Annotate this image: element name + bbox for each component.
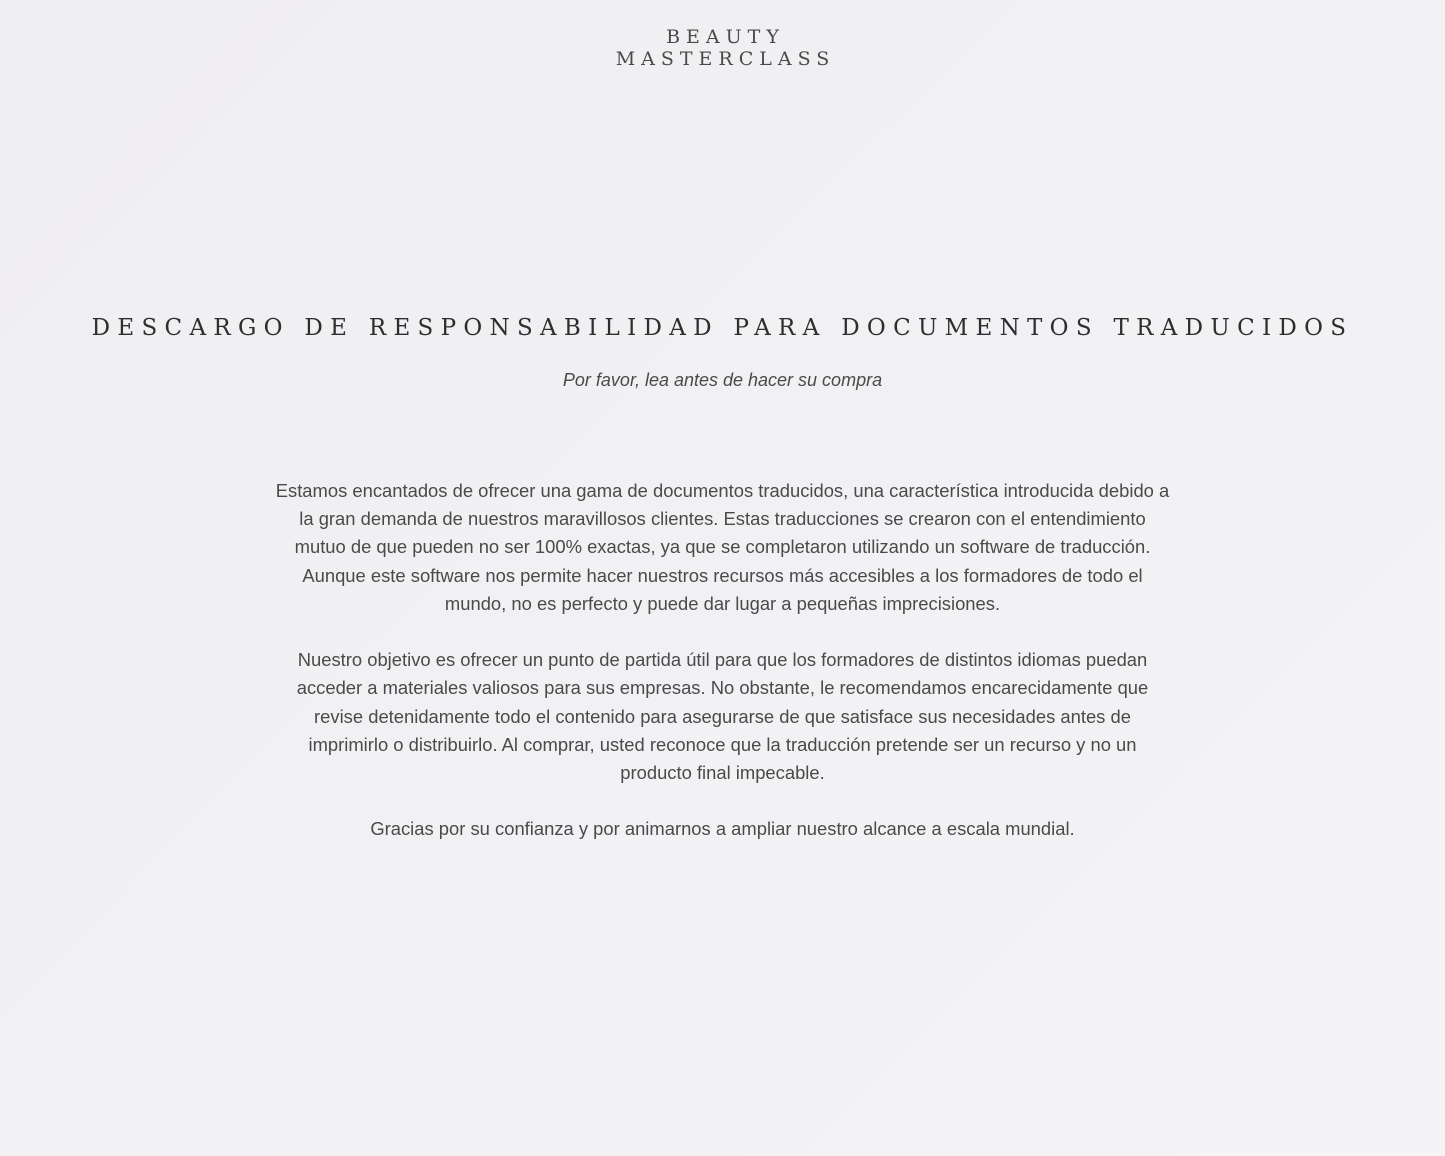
page-subtitle: Por favor, lea antes de hacer su compra <box>562 370 883 390</box>
paragraph-intro: Estamos encantados de ofrecer una gama de documentos traducidos, una característica introducida debido a la gran demanda de nuestros maravillosos clientes. Estas traducciones se crearon con el entendimiento mutuo de que pueden no ser 100% exactas, ya que se completaron utilizando un software de traducción. Aunque este software nos permite hacer nuestros recursos más accesibles a los formadores de todo el mundo, no es perfecto y puede dar lugar a pequeñas imprecisiones. <box>275 480 1170 614</box>
brand-logo <box>0 26 1445 70</box>
brand-line-1: BEAUTY <box>666 26 785 48</box>
disclaimer-body <box>272 477 1173 872</box>
brand-line-2: MASTERCLASS <box>615 48 836 70</box>
paragraph-objective: Nuestro objetivo es ofrecer un punto de partida útil para que los formadores de distintos idiomas puedan acceder a materiales valiosos para sus empresas. No obstante, le recomendamos encarecidamente que revise detenidamente todo el contenido para asegurarse de que satisface sus necesidades antes de imprimirlo o distribuirlo. Al comprar, usted reconoce que la traducción pretende ser un recurso y no un producto final impecable. <box>296 649 1149 784</box>
paragraph-thanks: Gracias por su confianza y por animarnos a ampliar nuestro alcance a escala mundial. <box>370 818 1075 840</box>
page-title: DESCARGO DE RESPONSABILIDAD PARA DOCUMENTOS TRADUCIDOS <box>91 315 1354 341</box>
